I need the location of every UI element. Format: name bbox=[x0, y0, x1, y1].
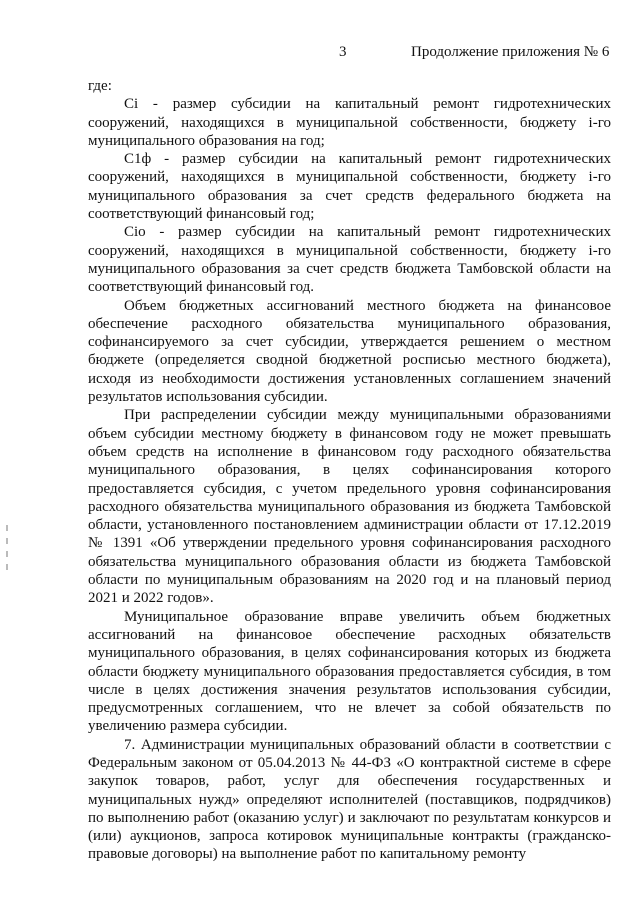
paragraph-where: где: bbox=[88, 78, 112, 94]
margin-mark bbox=[6, 564, 8, 570]
paragraph-municipal-right: Муниципальное образование вправе увеличить объем бюджетных ассигнований на финансовое обеспечение расходных обязательств муниципального образования, в целях софинансирования которых из бюджета области бюджету муниципального образования предоставляется субсидия, в том числе в целях достижения значения результатов использования субсидии, предусмотренных соглашением, что не влечет за собой обязательств по увеличению размера субсидии. bbox=[88, 608, 611, 735]
page-header-title: Продолжение приложения № 6 bbox=[411, 44, 610, 60]
page-number: 3 bbox=[339, 44, 347, 60]
definition-ci: Сi - размер субсидии на капитальный ремонт гидротехнических сооружений, находящихся в муниципальной собственности, бюджету i-го муниципального образования на год; bbox=[88, 96, 611, 149]
definition-c1f: С1ф - размер субсидии на капитальный ремонт гидротехнических сооружений, находящихся в муниципальной собственности, бюджету i-го муниципального образования за счет средств федерального бюджета на соответствующий финансовый год; bbox=[88, 151, 611, 223]
paragraph-item-7: 7. Администрации муниципальных образований области в соответствии с Федеральным законом от 05.04.2013 № 44-ФЗ «О контрактной системе в сфере закупок товаров, работ, услуг для обеспечения государственных и муниципальных нужд» определяют исполнителей (поставщиков, подрядчиков) по выполнению работ (оказанию услуг) и заключают по результатам конкурсов и (или) аукционов, запроса котировок муниципальные контракты (гражданско-правовые договоры) на выполнение работ по капитальному ремонту bbox=[88, 736, 611, 863]
margin-mark bbox=[6, 538, 8, 544]
document-body bbox=[88, 77, 611, 864]
paragraph-budget-allocation: Объем бюджетных ассигнований местного бюджета на финансовое обеспечение расходного обязательства муниципального образования, софинансируемого за счет субсидии, утверждается решением о местном бюджете (определяется сводной бюджетной росписью местного бюджета), исходя из необходимости достижения установленных соглашением значений результатов использования субсидии. bbox=[88, 297, 611, 406]
margin-mark bbox=[6, 551, 8, 557]
paragraph-distribution: При распределении субсидии между муниципальными образованиями объем субсидии местному бюджету в финансовом году не может превышать объем средств на исполнение в финансовом году расходного обязательства муниципального образования, в целях софинансирования которого предоставляется субсидия, с учетом предельного уровня софинансирования расходного обязательства муниципального образования из бюджета Тамбовской области, установленного постановлением администрации области от 17.12.2019 № 1391 «Об утверждении предельного уровня софинансирования расходного обязательства муниципального образования области из бюджета Тамбовской области по муниципальным образованиям на 2020 год и на плановый период 2021 и 2022 годов». bbox=[88, 407, 611, 607]
margin-mark bbox=[6, 525, 8, 531]
definition-cio: Сiо - размер субсидии на капитальный ремонт гидротехнических сооружений, находящихся в муниципальной собственности, бюджету i-го муниципального образования за счет средств бюджета Тамбовской области на соответствующий финансовый год. bbox=[88, 224, 611, 296]
